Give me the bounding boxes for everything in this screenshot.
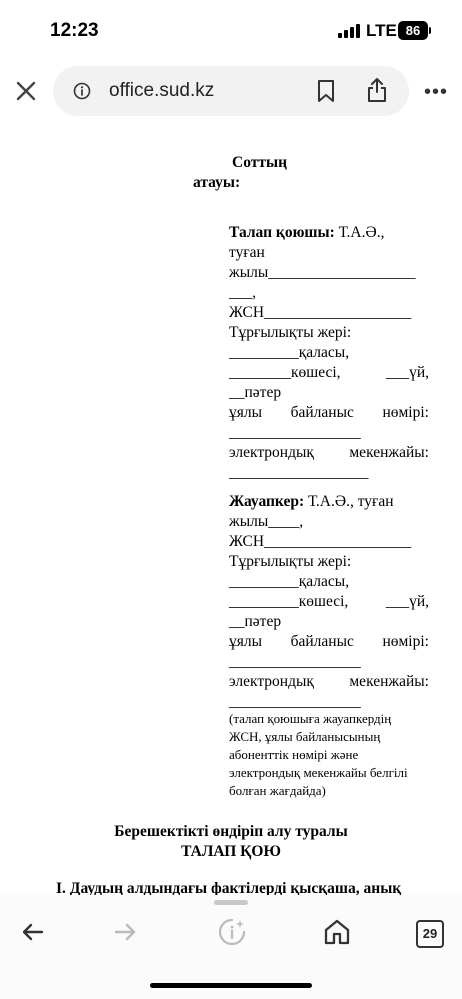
bottom-toolbar [0, 895, 462, 999]
defendant-residence-label: Тұрғылықты жері: [229, 553, 352, 570]
defendant-iin: ЖСН___________________ [229, 533, 412, 550]
tabs-button[interactable]: 29 [416, 920, 444, 948]
forward-icon[interactable] [110, 917, 140, 947]
defendant-block [229, 492, 429, 712]
plaintiff-city: _________қаласы, [229, 344, 350, 361]
defendant-apartment: __пәтер [229, 613, 282, 630]
note-line: абоненттік нөмірі және [229, 747, 359, 762]
plaintiff-residence-label: Тұрғылықты жері: [229, 324, 352, 341]
plaintiff-birth-label: туған [229, 244, 265, 261]
status-bar [0, 0, 462, 60]
note-line: (талап қоюшыға жауапкердің [229, 711, 392, 726]
home-icon[interactable] [322, 917, 352, 947]
network-label: LTE [366, 21, 397, 40]
note-block [229, 710, 439, 800]
plaintiff-phone-value: _________________ [229, 424, 361, 441]
back-icon[interactable] [18, 917, 48, 947]
plaintiff-label: Талап қоюшы: [229, 224, 335, 241]
browser-toolbar [0, 62, 462, 122]
plaintiff-phone-w3: нөмірі: [382, 404, 429, 421]
defendant-email-w2: мекенжайы: [349, 673, 429, 690]
defendant-email-value: _________________ [229, 693, 361, 710]
plaintiff-block [229, 223, 429, 483]
sheet-handle [214, 900, 248, 905]
share-icon[interactable] [365, 77, 389, 103]
plaintiff-street: ________көшесі, [229, 364, 341, 381]
info-icon[interactable] [73, 82, 91, 100]
lens-icon[interactable] [217, 917, 247, 947]
note-line: электрондық мекенжайы белгілі [229, 765, 408, 780]
plaintiff-birth-year-cont: ___, [229, 284, 257, 301]
defendant-phone-w3: нөмірі: [382, 633, 429, 650]
defendant-email-w1: электрондық [229, 673, 314, 690]
document-title-2: ТАЛАП ҚОЮ [181, 843, 281, 860]
more-icon[interactable]: ••• [424, 81, 449, 103]
url-text[interactable]: office.sud.kz [109, 80, 215, 101]
defendant-birth-year: жылы____, [229, 513, 304, 530]
defendant-phone-w1: ұялы [229, 633, 263, 650]
defendant-name: Т.А.Ә., туған [304, 493, 394, 510]
plaintiff-birth-year: жылы___________________ [229, 264, 416, 281]
bookmark-icon[interactable] [315, 79, 337, 103]
defendant-house: ___үй, [385, 593, 429, 610]
document-title: Берешектікті өндіріп алу туралы [114, 823, 348, 840]
plaintiff-email-w1: электрондық [229, 444, 314, 461]
close-icon[interactable] [14, 79, 38, 103]
plaintiff-iin: ЖСН___________________ [229, 304, 412, 321]
plaintiff-apartment: __пәтер [229, 384, 282, 401]
plaintiff-phone-w1: ұялы [229, 404, 263, 421]
defendant-label: Жауапкер: [229, 493, 305, 510]
plaintiff-email-w2: мекенжайы: [349, 444, 429, 461]
court-name-label: Соттың [232, 154, 287, 171]
document-page [0, 125, 462, 895]
address-bar[interactable] [53, 66, 409, 116]
note-line: болған жағдайда) [229, 783, 326, 798]
clock: 12:23 [50, 20, 99, 41]
plaintiff-name: Т.А.Ә., [334, 224, 385, 241]
plaintiff-phone-w2: байланыс [290, 404, 354, 421]
battery-icon: 86 [398, 21, 428, 40]
note-line: ЖСН, ұялы байланысының [229, 729, 381, 744]
battery-cap [429, 27, 431, 34]
defendant-street: _________көшесі, [229, 593, 349, 610]
signal-icon [338, 24, 360, 38]
plaintiff-house: ___үй, [385, 364, 429, 381]
home-indicator [150, 983, 312, 988]
section-heading: I. Даудың алдындағы фактілерді қысқаша, анық [56, 880, 402, 895]
defendant-city: _________қаласы, [229, 573, 350, 590]
plaintiff-email-value: __________________ [229, 464, 369, 481]
defendant-phone-value: _________________ [229, 653, 361, 670]
court-name-label-2: атауы: [193, 174, 241, 191]
defendant-phone-w2: байланыс [290, 633, 354, 650]
